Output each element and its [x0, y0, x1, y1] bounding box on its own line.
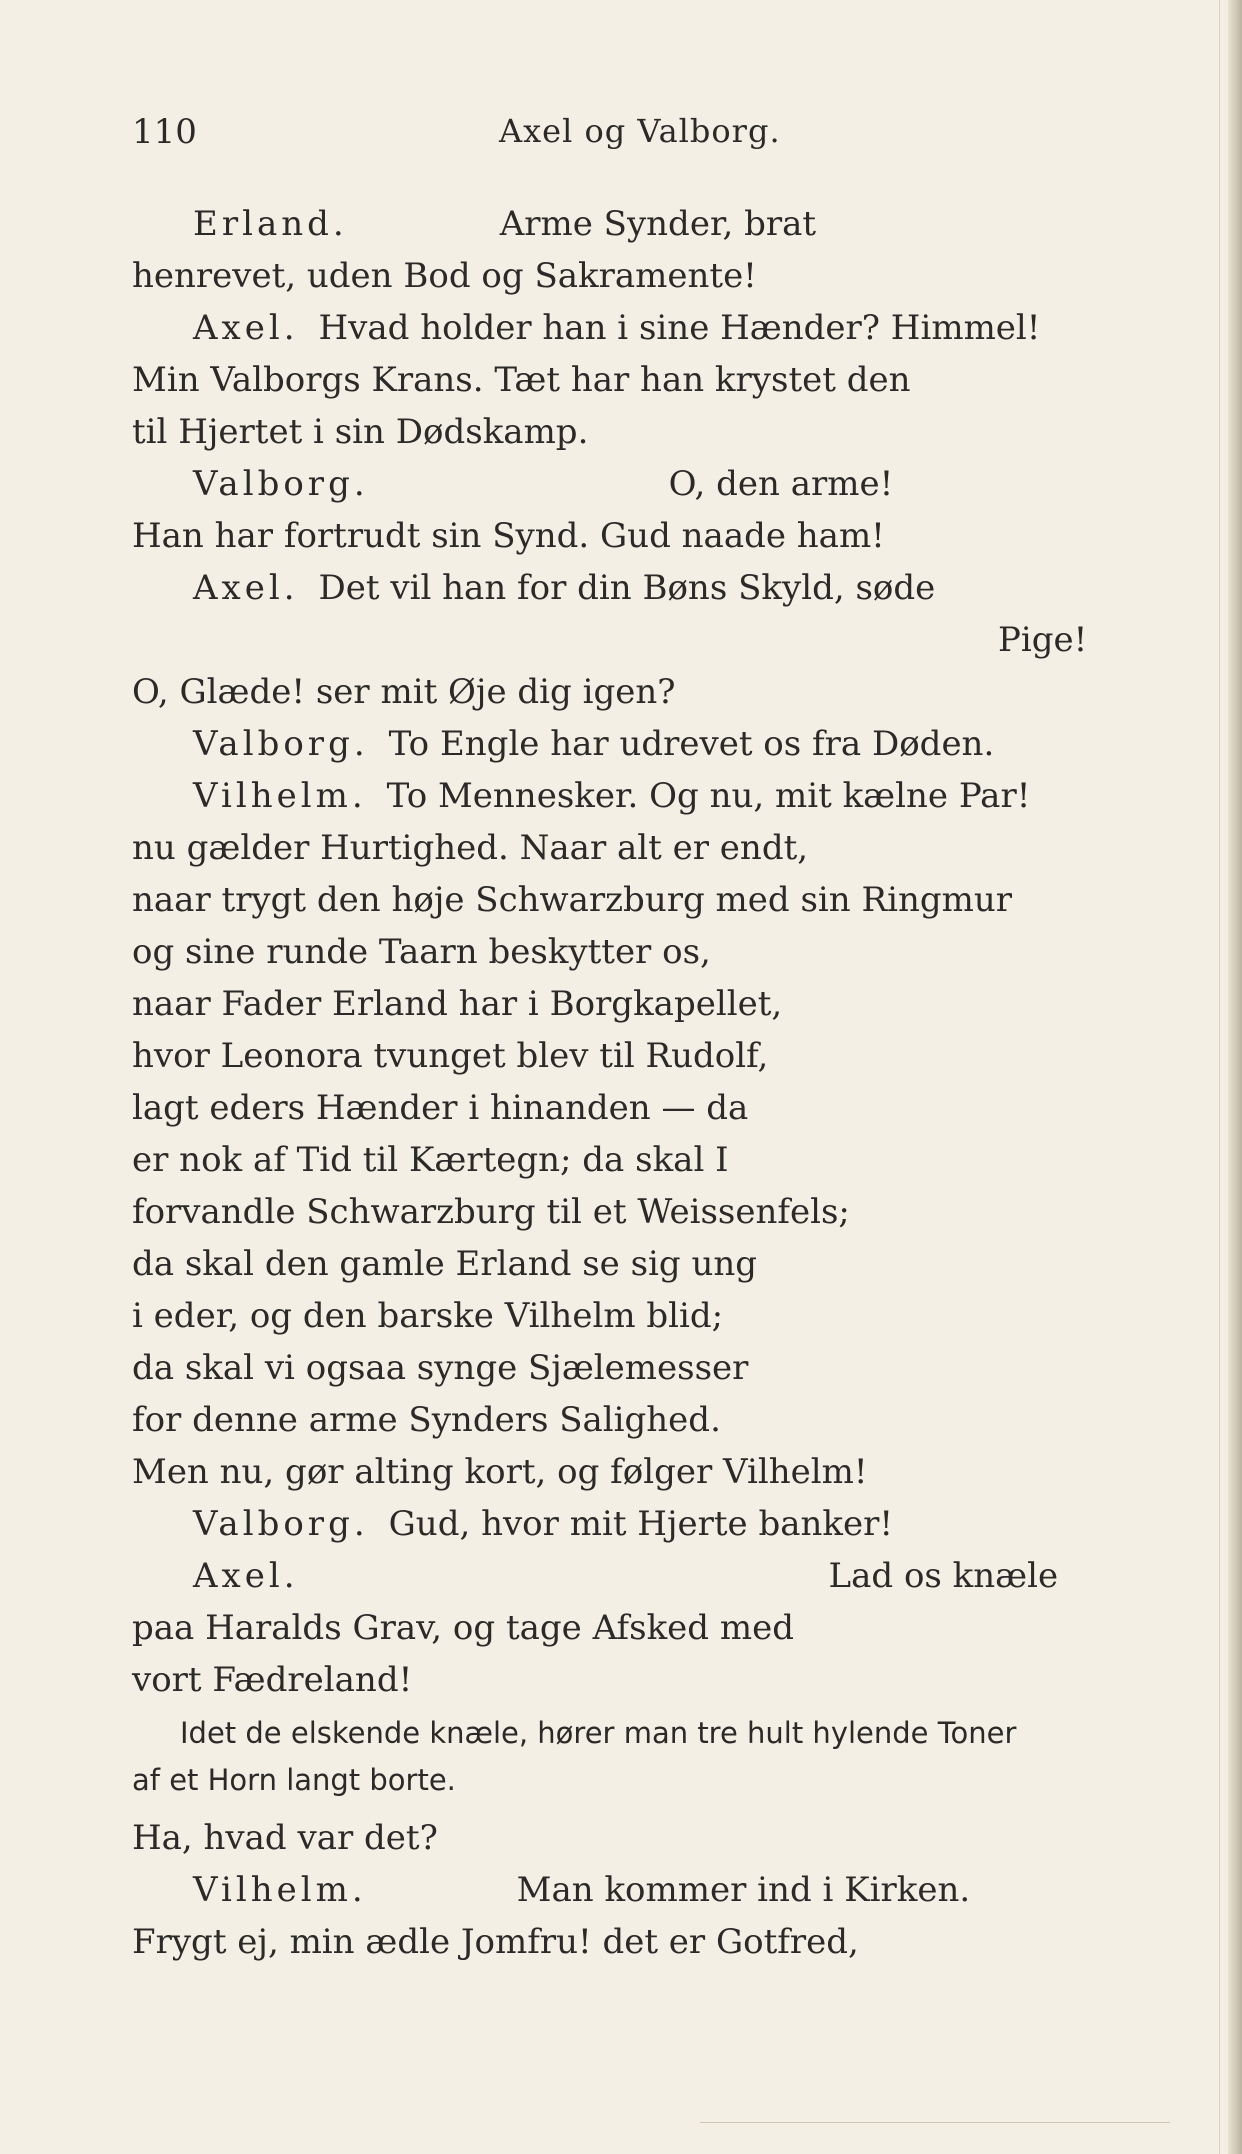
- line-text: da skal vi ogsaa synge Sjælemesser: [132, 1348, 749, 1388]
- page-number: 110: [132, 112, 197, 152]
- line-text: i eder, og den barske Vilhelm blid;: [132, 1296, 724, 1336]
- line-text: til Hjertet i sin Dødskamp.: [132, 412, 589, 452]
- running-title: Axel og Valborg.: [499, 112, 781, 150]
- text-line: [193, 204, 816, 248]
- line-text: paa Haralds Grav, og tage Afsked med: [132, 1608, 795, 1648]
- direction-text: Idet de elskende knæle, hører man tre hult hylende Toner: [180, 1716, 1017, 1750]
- stage-direction: [180, 1713, 1016, 1757]
- line-text: Men nu, gør alting kort, og følger Vilhelm!: [132, 1452, 868, 1492]
- text-line: [132, 1088, 748, 1132]
- line-text: Man kommer ind i Kirken.: [516, 1870, 971, 1910]
- line-text: Gud, hvor mit Hjerte banker!: [388, 1504, 894, 1544]
- line-text: O, den arme!: [668, 464, 894, 504]
- direction-text: af et Horn langt borte.: [132, 1763, 456, 1797]
- speaker-name: Valborg.: [193, 464, 369, 504]
- line-text: naar Fader Erland har i Borgkapellet,: [132, 984, 783, 1024]
- text-line: [132, 1036, 768, 1080]
- line-text: Det vil han for din Bøns Skyld, søde: [318, 568, 936, 608]
- text-line: [132, 880, 1012, 924]
- text-line: [132, 1452, 868, 1496]
- text-line: [193, 308, 1040, 352]
- text-line: [132, 516, 885, 560]
- line-text: naar trygt den høje Schwarzburg med sin Ringmur: [132, 880, 1013, 920]
- text-line: [132, 1296, 723, 1340]
- line-text: henrevet, uden Bod og Sakramente!: [132, 256, 757, 296]
- text-line: [193, 724, 994, 768]
- page-edge: [1228, 0, 1242, 2154]
- text-line: [132, 1400, 721, 1444]
- line-text: Ha, hvad var det?: [132, 1818, 438, 1858]
- text-line: [193, 1504, 893, 1548]
- text-line: [132, 1348, 748, 1392]
- page-header: [132, 112, 1122, 162]
- line-text: To Mennesker. Og nu, mit kælne Par!: [386, 776, 1031, 816]
- text-line: [132, 984, 782, 1028]
- line-text: lagt eders Hænder i hinanden — da: [132, 1088, 749, 1128]
- text-line: [132, 1660, 412, 1704]
- line-text: for denne arme Synders Salighed.: [132, 1400, 721, 1440]
- text-line: [193, 776, 1030, 820]
- speaker-name: Axel.: [193, 308, 299, 348]
- line-text: To Engle har udrevet os fra Døden.: [388, 724, 995, 764]
- line-text: da skal den gamle Erland se sig ung: [132, 1244, 758, 1284]
- line-text: Arme Synder, brat: [499, 204, 817, 244]
- text-line: [132, 360, 910, 404]
- line-text: er nok af Tid til Kærtegn; da skal I: [132, 1140, 729, 1180]
- line-text: Lad os knæle: [828, 1556, 1059, 1596]
- speaker-name: Valborg.: [193, 724, 369, 764]
- speaker-name: Valborg.: [193, 1504, 369, 1544]
- text-line: [132, 828, 808, 872]
- line-text: Pige!: [998, 620, 1088, 660]
- text-line: [998, 620, 1087, 664]
- text-line: [132, 1244, 757, 1288]
- text-line: [132, 672, 676, 716]
- text-line: [193, 1870, 970, 1914]
- line-text: Min Valborgs Krans. Tæt har han krystet den: [132, 360, 911, 400]
- page-bottom-rule: [700, 2122, 1170, 2123]
- text-line: [132, 256, 757, 300]
- line-text: Frygt ej, min ædle Jomfru! det er Gotfred,: [132, 1922, 859, 1962]
- line-text: vort Fædreland!: [132, 1660, 413, 1700]
- text-line: [132, 1192, 850, 1236]
- speaker-name: Axel.: [193, 1556, 299, 1596]
- speaker-name: Vilhelm.: [193, 1870, 367, 1910]
- speaker-name: Erland.: [193, 204, 348, 244]
- text-line: [132, 1922, 859, 1966]
- speaker-name: Axel.: [193, 568, 299, 608]
- text-line: [132, 1608, 794, 1652]
- text-line: [132, 932, 711, 976]
- line-text: forvandle Schwarzburg til et Weissenfels;: [132, 1192, 850, 1232]
- text-line: [193, 568, 935, 612]
- stage-direction: [132, 1760, 456, 1804]
- line-text: hvor Leonora tvunget blev til Rudolf,: [132, 1036, 769, 1076]
- speaker-name: Vilhelm.: [193, 776, 367, 816]
- text-line: [132, 412, 588, 456]
- line-text: og sine runde Taarn beskytter os,: [132, 932, 711, 972]
- text-line: [132, 1818, 438, 1862]
- text-line: [132, 1140, 729, 1184]
- line-text: nu gælder Hurtighed. Naar alt er endt,: [132, 828, 809, 868]
- line-text: Hvad holder han i sine Hænder? Himmel!: [318, 308, 1041, 348]
- text-line: [193, 1556, 1058, 1600]
- text-line: [193, 464, 893, 508]
- line-text: Han har fortrudt sin Synd. Gud naade ham!: [132, 516, 885, 556]
- line-text: O, Glæde! ser mit Øje dig igen?: [132, 672, 676, 712]
- page-edge-line: [1219, 0, 1220, 2154]
